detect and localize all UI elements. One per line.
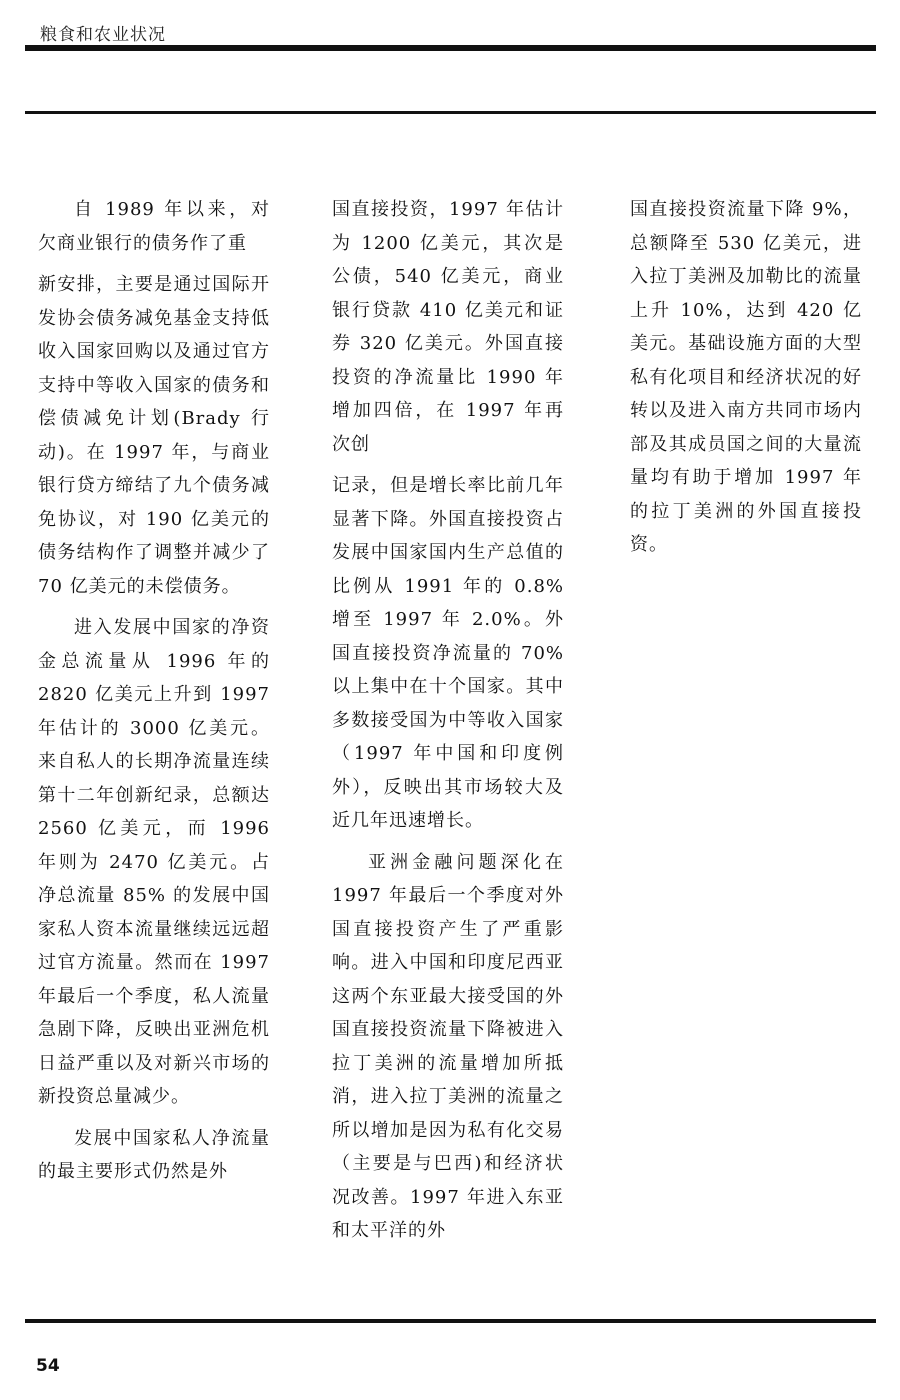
paragraph: 国直接投资，1997 年估计为 1200 亿美元，其次是公债，540 亿美元，商业银行贷款 410 亿美元和证券 320 亿美元。外国直接投资的净流量比 1990 年增加四倍，在 1997 年再次创 — [332, 199, 564, 455]
paragraph: 进入发展中国家的净资金总流量从 1996 年的 2820 亿美元上升到 1997 年估计的 3000 亿美元。来自私人的长期净流量连续第十二年创新纪录，总额达 2560 亿美元，而 1996 年则为 2470 亿美元。占净总流量 85% 的发展中国家私人资本流量继续远远超过官方流量。然而在 1997 年最后一个季度，私人流量急剧下降，反映出亚洲危机日益严重以及对新兴市场的新投资总量减少。 — [38, 617, 270, 1107]
paragraph: 自 1989 年以来，对欠商业银行的债务作了重 — [38, 199, 270, 254]
header-rule-thin — [25, 111, 876, 114]
page-number: 54 — [36, 1356, 60, 1376]
text-column-1 — [38, 193, 270, 1197]
running-head: 粮食和农业状况 — [40, 25, 166, 45]
paragraph: 记录，但是增长率比前几年显著下降。外国直接投资占发展中国家国内生产总值的比例从 1991 年的 0.8%增至 1997 年 2.0%。外国直接投资净流量的 70%以上集中在十个国家。其中多数接受国为中等收入国家（1997 年中国和印度例外），反映出其市场较大及近几年迅速增长。 — [332, 475, 564, 831]
paragraph: 国直接投资流量下降 9%，总额降至 530 亿美元，进入拉丁美洲及加勒比的流量上升 10%，达到 420 亿美元。基础设施方面的大型私有化项目和经济状况的好转以及进入南方共同市场内部及其成员国之间的大量流量均有助于增加 1997 年的拉丁美洲的外国直接投资。 — [630, 199, 862, 555]
header-rule-thick — [25, 45, 876, 51]
paragraph: 新安排，主要是通过国际开发协会债务减免基金支持低收入国家回购以及通过官方支持中等收入国家的债务和偿债减免计划(Brady 行动)。在 1997 年，与商业银行贷方缔结了九个债务减免协议，对 190 亿美元的债务结构作了调整并减少了 70 亿美元的未偿债务。 — [38, 274, 270, 597]
text-column-3 — [630, 193, 862, 570]
footer-rule — [25, 1319, 876, 1323]
paragraph: 亚洲金融问题深化在 1997 年最后一个季度对外国直接投资产生了严重影响。进入中国和印度尼西亚这两个东亚最大接受国的外国直接投资流量下降被进入拉丁美洲的流量增加所抵消，进入拉丁美洲的流量之所以增加是因为私有化交易（主要是与巴西)和经济状况改善。1997 年进入东亚和太平洋的外 — [332, 851, 564, 1241]
text-column-2 — [332, 193, 564, 1256]
paragraph: 发展中国家私人净流量的最主要形式仍然是外 — [38, 1127, 270, 1182]
